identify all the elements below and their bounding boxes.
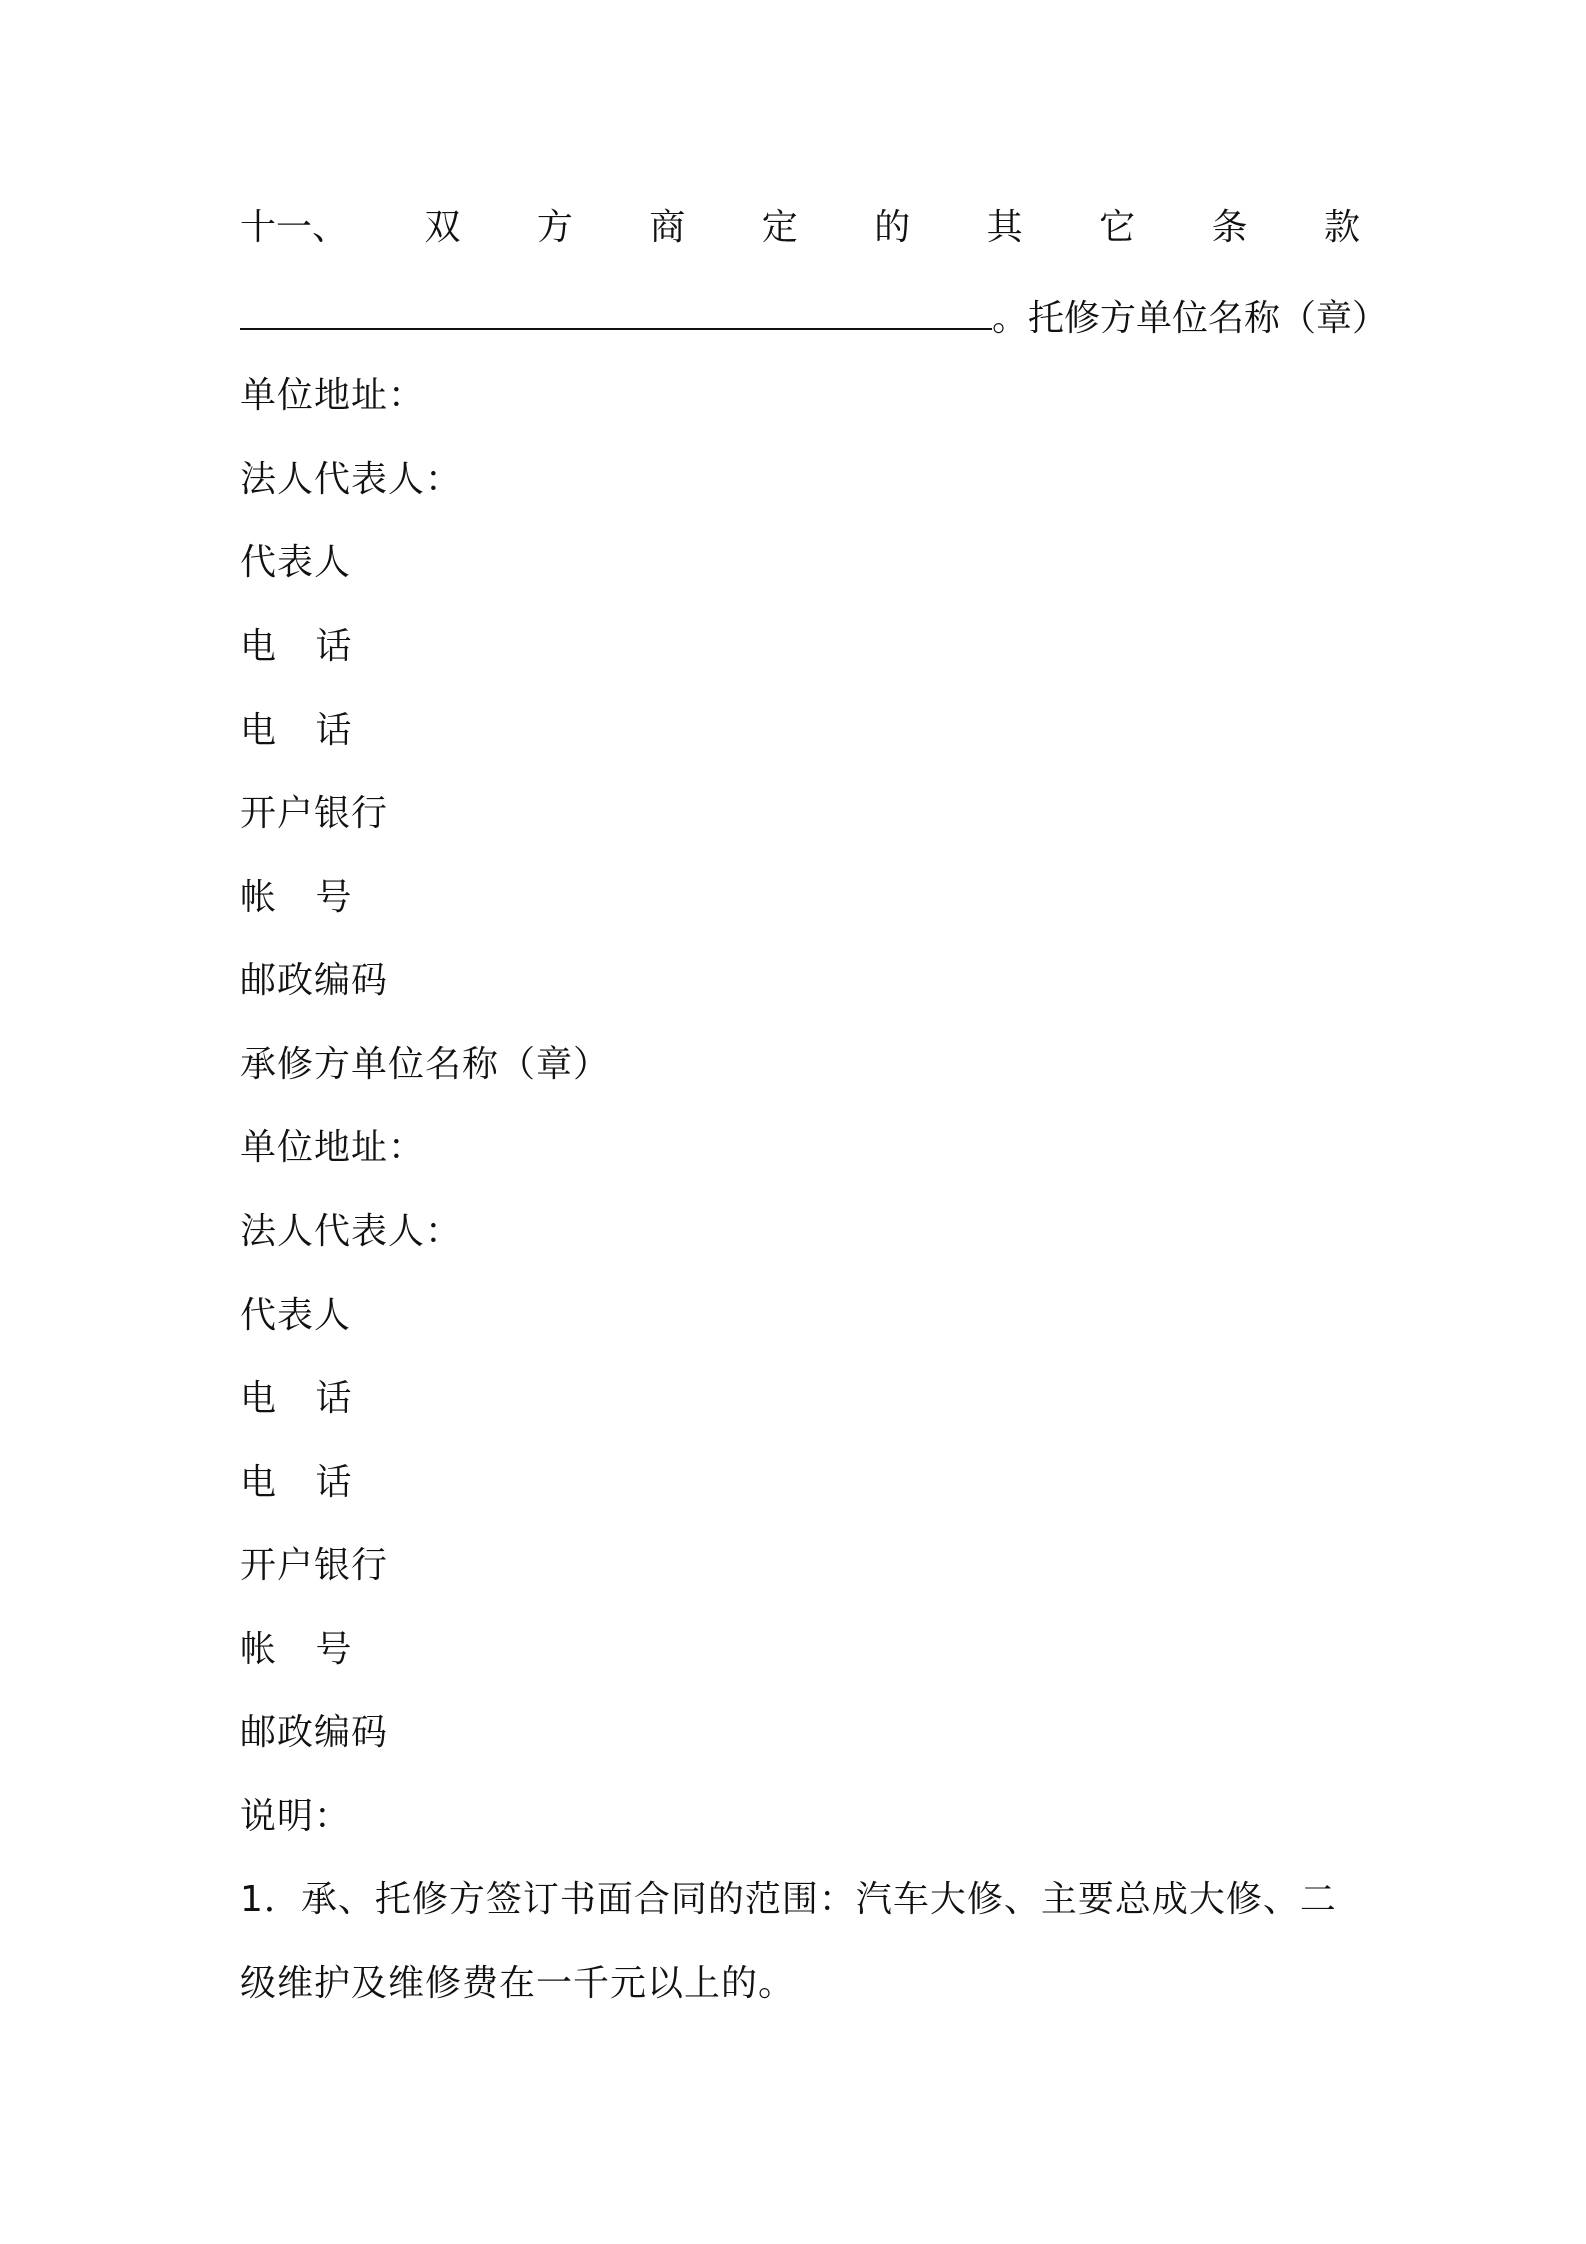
entrust-account-label: 帐 号 [240,877,366,918]
heading-char: 方 [536,207,573,248]
heading-char: 双 [424,207,461,248]
entrust-party-title: 。托修方单位名称（章） [992,298,1389,339]
terms-blank-row [240,296,1389,341]
heading-char: 款 [1323,207,1360,248]
heading-char: 定 [761,207,798,248]
note-item-1-line-1: 1．承、托修方签订书面合同的范围：汽车大修、主要总成大修、二 [240,1879,1337,1920]
heading-char: 条 [1211,207,1248,248]
heading-prefix: 十一、 [240,207,349,248]
contractor-bank-label: 开户银行 [240,1545,389,1586]
contractor-address-label: 单位地址： [240,1127,426,1168]
note-item-1-line-2: 级维护及维修费在一千元以上的。 [240,1963,796,2004]
entrust-postcode-label: 邮政编码 [240,960,389,1001]
entrust-phone-label-2: 电 话 [240,710,366,751]
heading-char: 的 [874,207,911,248]
contractor-account-label: 帐 号 [240,1629,366,1670]
section-heading [240,206,1360,250]
heading-char: 其 [986,207,1023,248]
contractor-legal-rep-label: 法人代表人： [240,1211,463,1252]
contractor-representative-label: 代表人 [240,1295,352,1336]
notes-label: 说明： [240,1796,352,1837]
heading-char: 商 [649,207,686,248]
entrust-phone-label: 电 话 [240,626,366,667]
contractor-phone-label-2: 电 话 [240,1462,366,1503]
entrust-legal-rep-label: 法人代表人： [240,459,463,500]
entrust-representative-label: 代表人 [240,542,352,583]
contractor-phone-label: 电 话 [240,1378,366,1419]
heading-char: 它 [1099,207,1136,248]
contractor-postcode-label: 邮政编码 [240,1712,389,1753]
contractor-party-title: 承修方单位名称（章） [240,1044,611,1085]
terms-blank-line [240,296,992,330]
entrust-address-label: 单位地址： [240,375,426,416]
entrust-bank-label: 开户银行 [240,793,389,834]
